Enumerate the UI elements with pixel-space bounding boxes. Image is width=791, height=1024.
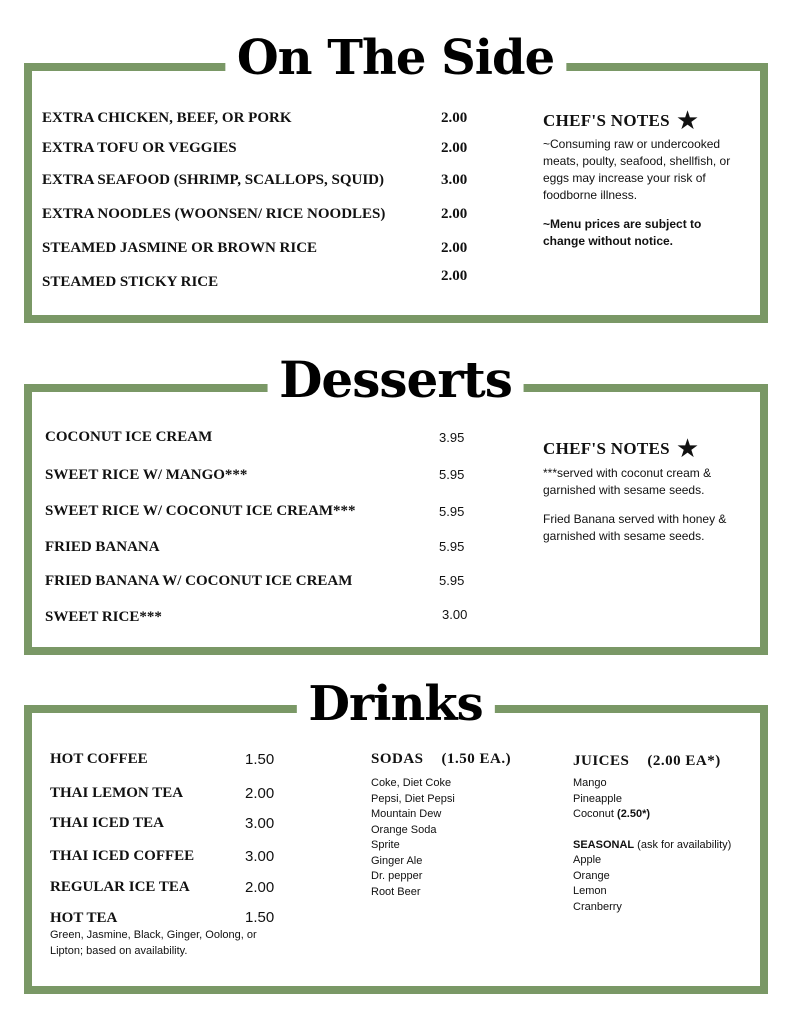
- list-item: Ginger Ale: [371, 854, 423, 867]
- star-icon: ★: [675, 106, 700, 136]
- juices-price: (2.00 EA*): [647, 753, 721, 769]
- list-item: Cranberry: [573, 900, 622, 913]
- menu-item-name: HOT TEA: [50, 910, 118, 926]
- list-item: Coke, Diet Coke: [371, 777, 452, 789]
- menu-item-name: THAI ICED TEA: [50, 815, 164, 831]
- menu-item-name: EXTRA SEAFOOD (SHRIMP, SCALLOPS, SQUID): [42, 172, 385, 188]
- menu-item-name: EXTRA TOFU OR VEGGIES: [42, 140, 237, 156]
- sodas-label: SODAS: [371, 751, 424, 767]
- menu-item-price: 1.50: [245, 751, 275, 768]
- seasonal-note: (ask for availability): [634, 839, 732, 851]
- chefs-note: ***served with coconut cream & garnished with sesame seeds.: [543, 466, 712, 497]
- hot-tea-note: Green, Jasmine, Black, Ginger, Oolong, or Lipton; based on availability.: [50, 929, 257, 957]
- chefs-notes-heading: [543, 434, 700, 464]
- list-item: Orange Soda: [371, 823, 437, 836]
- menu-item-name: SWEET RICE W/ MANGO***: [45, 467, 248, 483]
- menu-item-name: COCONUT ICE CREAM: [45, 429, 213, 445]
- menu-item-price: 5.95: [439, 539, 465, 554]
- list-item: Root Beer: [371, 885, 421, 898]
- list-item: Dr. pepper: [371, 870, 423, 882]
- list-item: Mango: [573, 777, 607, 789]
- sodas-price: (1.50 EA.): [441, 751, 512, 767]
- sodas-list: [371, 776, 455, 900]
- drinks-title: Drinks: [296, 676, 494, 732]
- list-item: Pineapple: [573, 792, 622, 805]
- menu-item-name: HOT COFFEE: [50, 751, 148, 767]
- menu-item-name: REGULAR ICE TEA: [50, 879, 190, 895]
- menu-item-price: 3.00: [441, 172, 468, 188]
- chefs-note: Fried Banana served with honey & garnished with sesame seeds.: [543, 512, 727, 543]
- coconut-price: (2.50*): [617, 808, 651, 820]
- on-the-side-title: On The Side: [225, 30, 566, 86]
- menu-item-price: 5.95: [439, 467, 465, 482]
- seasonal-list: [573, 853, 622, 915]
- list-item: [573, 807, 650, 823]
- menu-item-price: 3.00: [245, 848, 275, 865]
- list-item: Orange: [573, 869, 610, 882]
- juices-list: [573, 776, 650, 823]
- juices-label: JUICES: [573, 753, 630, 769]
- desserts-title: Desserts: [267, 350, 524, 409]
- coconut-label: Coconut: [573, 808, 618, 820]
- menu-item-price: 2.00: [441, 110, 468, 126]
- chefs-note: ~Consuming raw or undercooked meats, poulty, seafood, shellfish, or eggs may increase your risk of foodborne illness.: [543, 137, 731, 202]
- chefs-notes-label: CHEF'S NOTES: [543, 111, 670, 130]
- seasonal-label: SEASONAL: [573, 839, 635, 851]
- menu-item-price: 3.00: [442, 607, 468, 622]
- menu-item-price: 3.95: [439, 430, 465, 445]
- list-item: Mountain Dew: [371, 808, 442, 820]
- menu-item-name: FRIED BANANA: [45, 539, 160, 555]
- menu-item-price: 3.00: [245, 815, 275, 832]
- chefs-notes-heading: [543, 106, 700, 136]
- menu-item-name: SWEET RICE W/ COCONUT ICE CREAM***: [45, 503, 356, 519]
- menu-item-name: THAI LEMON TEA: [50, 785, 184, 801]
- menu-item-price: 5.95: [439, 573, 465, 588]
- list-item: Lemon: [573, 885, 607, 897]
- menu-item-price: 2.00: [441, 140, 468, 156]
- menu-item-name: STEAMED JASMINE OR BROWN RICE: [42, 240, 318, 256]
- menu-item-name: EXTRA CHICKEN, BEEF, OR PORK: [42, 110, 292, 126]
- menu-item-name: SWEET RICE***: [45, 609, 162, 625]
- sodas-heading: [371, 751, 511, 768]
- menu-item-price: 2.00: [441, 240, 468, 256]
- list-item: Sprite: [371, 839, 400, 851]
- chefs-notes-label: CHEF'S NOTES: [543, 439, 670, 458]
- menu-item-name: THAI ICED COFFEE: [50, 848, 195, 864]
- menu-item-price: 2.00: [245, 785, 275, 802]
- star-icon: ★: [675, 434, 700, 464]
- menu-item-price: 1.50: [245, 909, 275, 926]
- chefs-note-prices: ~Menu prices are subject to change without notice.: [543, 217, 702, 248]
- menu-item-price: 2.00: [441, 206, 468, 222]
- list-item: Apple: [573, 854, 602, 866]
- list-item: Pepsi, Diet Pepsi: [371, 792, 455, 805]
- menu-item-price: 2.00: [441, 268, 468, 284]
- menu-item-name: EXTRA NOODLES (WOONSEN/ RICE NOODLES): [42, 206, 386, 222]
- seasonal-heading: [573, 838, 731, 854]
- menu-item-price: 2.00: [245, 879, 275, 896]
- menu-item-price: 5.95: [439, 504, 465, 519]
- juices-heading: [573, 753, 721, 770]
- menu-item-name: STEAMED STICKY RICE: [42, 274, 219, 290]
- menu-item-name: FRIED BANANA W/ COCONUT ICE CREAM: [45, 573, 353, 589]
